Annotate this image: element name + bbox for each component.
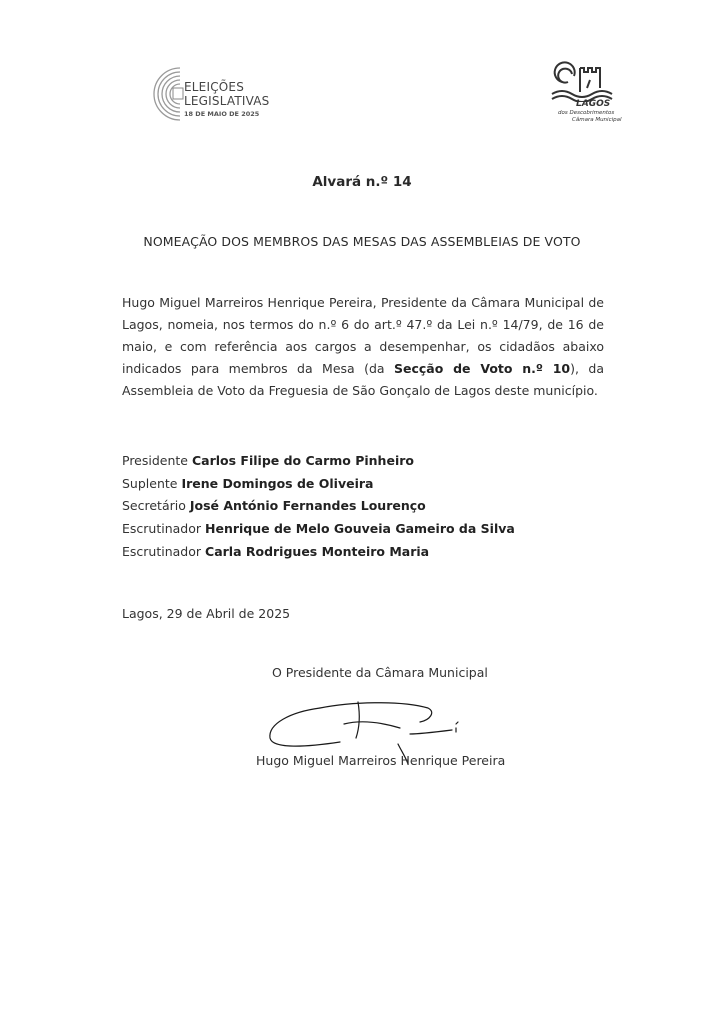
elections-logo-line1: ELEIÇÕES (184, 80, 245, 94)
lagos-logo (538, 58, 628, 128)
document-title: Alvará n.º 14 (312, 174, 412, 190)
elections-logo (140, 62, 280, 126)
member-role: Escrutinador (122, 543, 202, 559)
president-title: O Presidente da Câmara Municipal (272, 665, 488, 680)
elections-logo-date: 18 DE MAIO DE 2025 (184, 110, 260, 118)
document-subtitle: NOMEAÇÃO DOS MEMBROS DAS MESAS DAS ASSEMBLEIAS DE VOTO (143, 234, 581, 249)
member-name: Carla Rodrigues Monteiro Maria (205, 543, 430, 559)
member-name: Henrique de Melo Gouveia Gameiro da Silva (205, 521, 515, 537)
member-row (122, 450, 515, 473)
body-text-part2: ), da Assembleia de Voto da Freguesia de São Gonçalo de Lagos deste município. (122, 361, 604, 398)
elections-emblem-icon (140, 62, 184, 126)
elections-logo-line2: LEGISLATIVAS (184, 94, 270, 108)
place-and-date: Lagos, 29 de Abril de 2025 (122, 606, 291, 621)
lagos-logo-tagline: dos Descobrimentos (558, 110, 615, 116)
member-role: Presidente (122, 453, 188, 468)
body-text-part1: Hugo Miguel Marreiros Henrique Pereira, Presidente da Câmara Municipal de Lagos, nomeia, nos termos do n.º 6 do art.º 47.º da Lei n.º 14/79, de 16 de maio, e com referência aos cargos a desempenhar, os cidadãos abaixo indicados para membros da Mesa (da (122, 295, 604, 376)
member-role: Secretário (122, 498, 186, 514)
member-row (122, 473, 515, 496)
member-name: José António Fernandes Lourenço (189, 498, 426, 514)
lagos-logo-name: LAGOS (576, 99, 611, 109)
body-text-section: Secção de Voto n.º 10 (394, 361, 571, 376)
member-role: Escrutinador (122, 521, 202, 537)
member-role: Suplente (122, 475, 178, 491)
lagos-emblem-icon (538, 58, 628, 102)
member-row (122, 495, 515, 518)
member-row (122, 518, 515, 541)
president-name: Hugo Miguel Marreiros Henrique Pereira (256, 753, 506, 768)
lagos-logo-council: Câmara Municipal (572, 117, 622, 123)
member-name: Irene Domingos de Oliveira (181, 475, 374, 491)
body-paragraph (122, 292, 604, 402)
members-list (122, 450, 515, 564)
member-row (122, 541, 515, 564)
member-name: Carlos Filipe do Carmo Pinheiro (191, 453, 414, 468)
